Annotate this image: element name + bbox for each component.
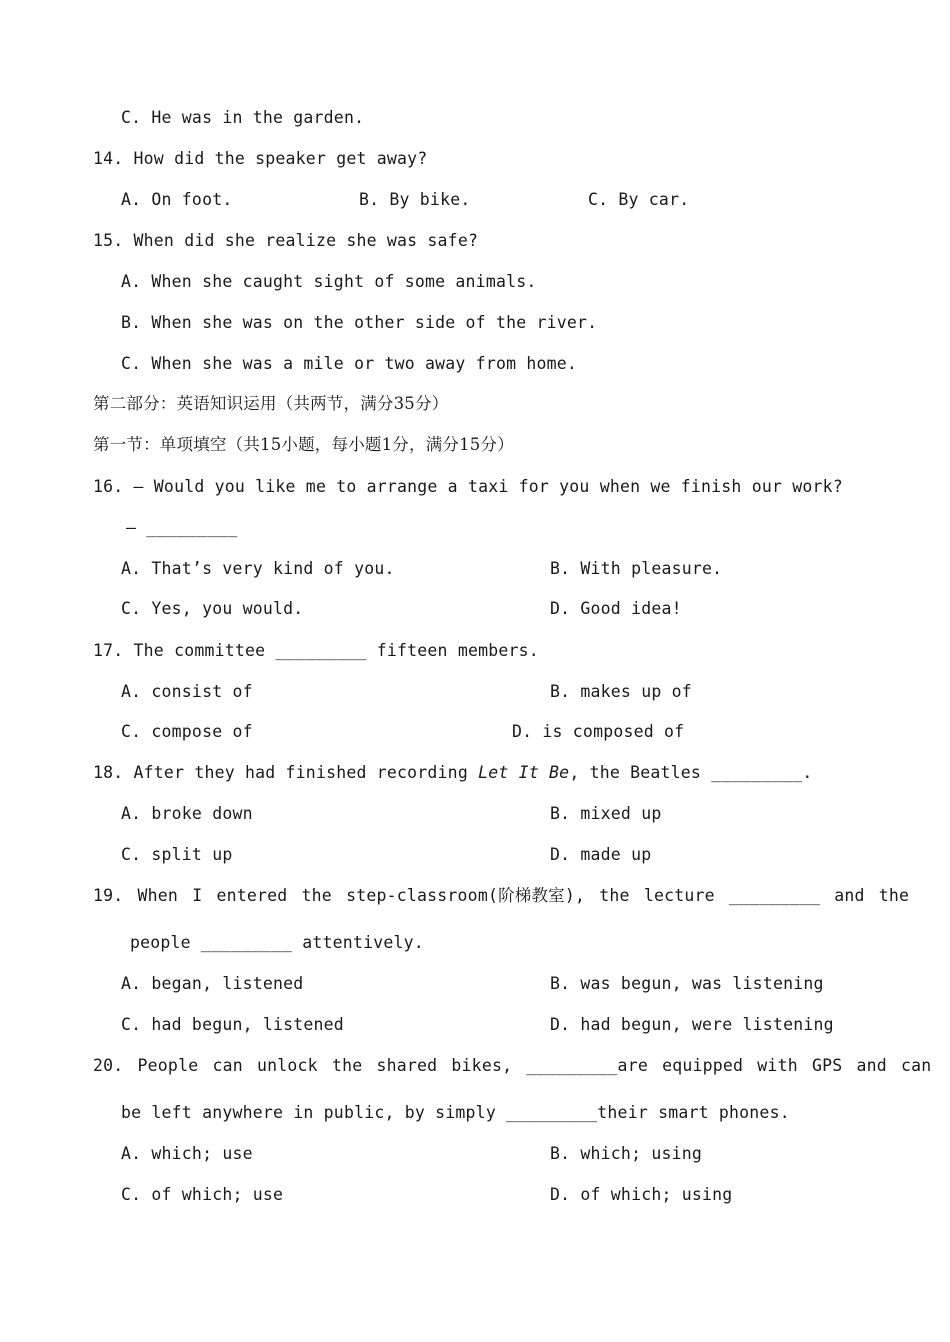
q18-song-title: Let It Be [478,763,570,782]
q16-option-b: B. With pleasure. [550,559,723,578]
q17-option-c: C. compose of [121,722,253,741]
q15-option-a: A. When she caught sight of some animals. [121,272,537,291]
q18-stem-pre: 18. After they had finished recording [93,763,479,782]
q20-option-c: C. of which; use [121,1185,284,1204]
q18-stem [93,762,813,784]
q19-option-b: B. was begun, was listening [550,974,824,993]
q19-option-d: D. had begun, were listening [550,1015,834,1034]
q20-stem-line2: be left anywhere in public, by simply _________their smart phones. [121,1103,790,1122]
q18-option-c: C. split up [121,845,233,864]
q17-option-b: B. makes up of [550,682,692,701]
q13-option-c: C. He was in the garden. [121,108,365,127]
q20-option-d: D. of which; using [550,1185,733,1204]
q14-option-b: B. By bike. [359,190,471,209]
q20-option-a: A. which; use [121,1144,253,1163]
q15-option-c: C. When she was a mile or two away from home. [121,354,578,373]
q19-stem-line1: 19. When I entered the step-classroom(阶梯教室), the lecture _________ and the [93,886,910,905]
q14-option-a: A. On foot. [121,190,233,209]
q19-stem-line2: people _________ attentively. [130,933,424,952]
q16-reply-blank: — _________ [126,518,238,537]
q20-stem-line1: 20. People can unlock the shared bikes, _________are equipped with GPS and can [93,1056,932,1075]
q17-option-a: A. consist of [121,682,253,701]
q16-option-a: A. That’s very kind of you. [121,559,395,578]
q15-option-b: B. When she was on the other side of the river. [121,313,598,332]
q17-stem: 17. The committee _________ fifteen members. [93,641,539,660]
part2-heading: 第二部分：英语知识运用（共两节，满分35分） [93,394,449,413]
q20-option-b: B. which; using [550,1144,703,1163]
q16-option-c: C. Yes, you would. [121,599,304,618]
q19-option-c: C. had begun, listened [121,1015,344,1034]
q18-stem-post: , the Beatles _________. [569,763,813,782]
q16-option-d: D. Good idea! [550,599,682,618]
q16-stem: 16. — Would you like me to arrange a taxi for you when we finish our work? [93,477,843,496]
section1-heading: 第一节：单项填空（共15小题，每小题1分，满分15分） [93,435,514,454]
q19-option-a: A. began, listened [121,974,304,993]
q18-option-b: B. mixed up [550,804,662,823]
q17-option-d: D. is composed of [512,722,685,741]
q14-stem: 14. How did the speaker get away? [93,149,428,168]
q18-option-d: D. made up [550,845,652,864]
q18-option-a: A. broke down [121,804,253,823]
q14-option-c: C. By car. [588,190,690,209]
q15-stem: 15. When did she realize she was safe? [93,231,479,250]
